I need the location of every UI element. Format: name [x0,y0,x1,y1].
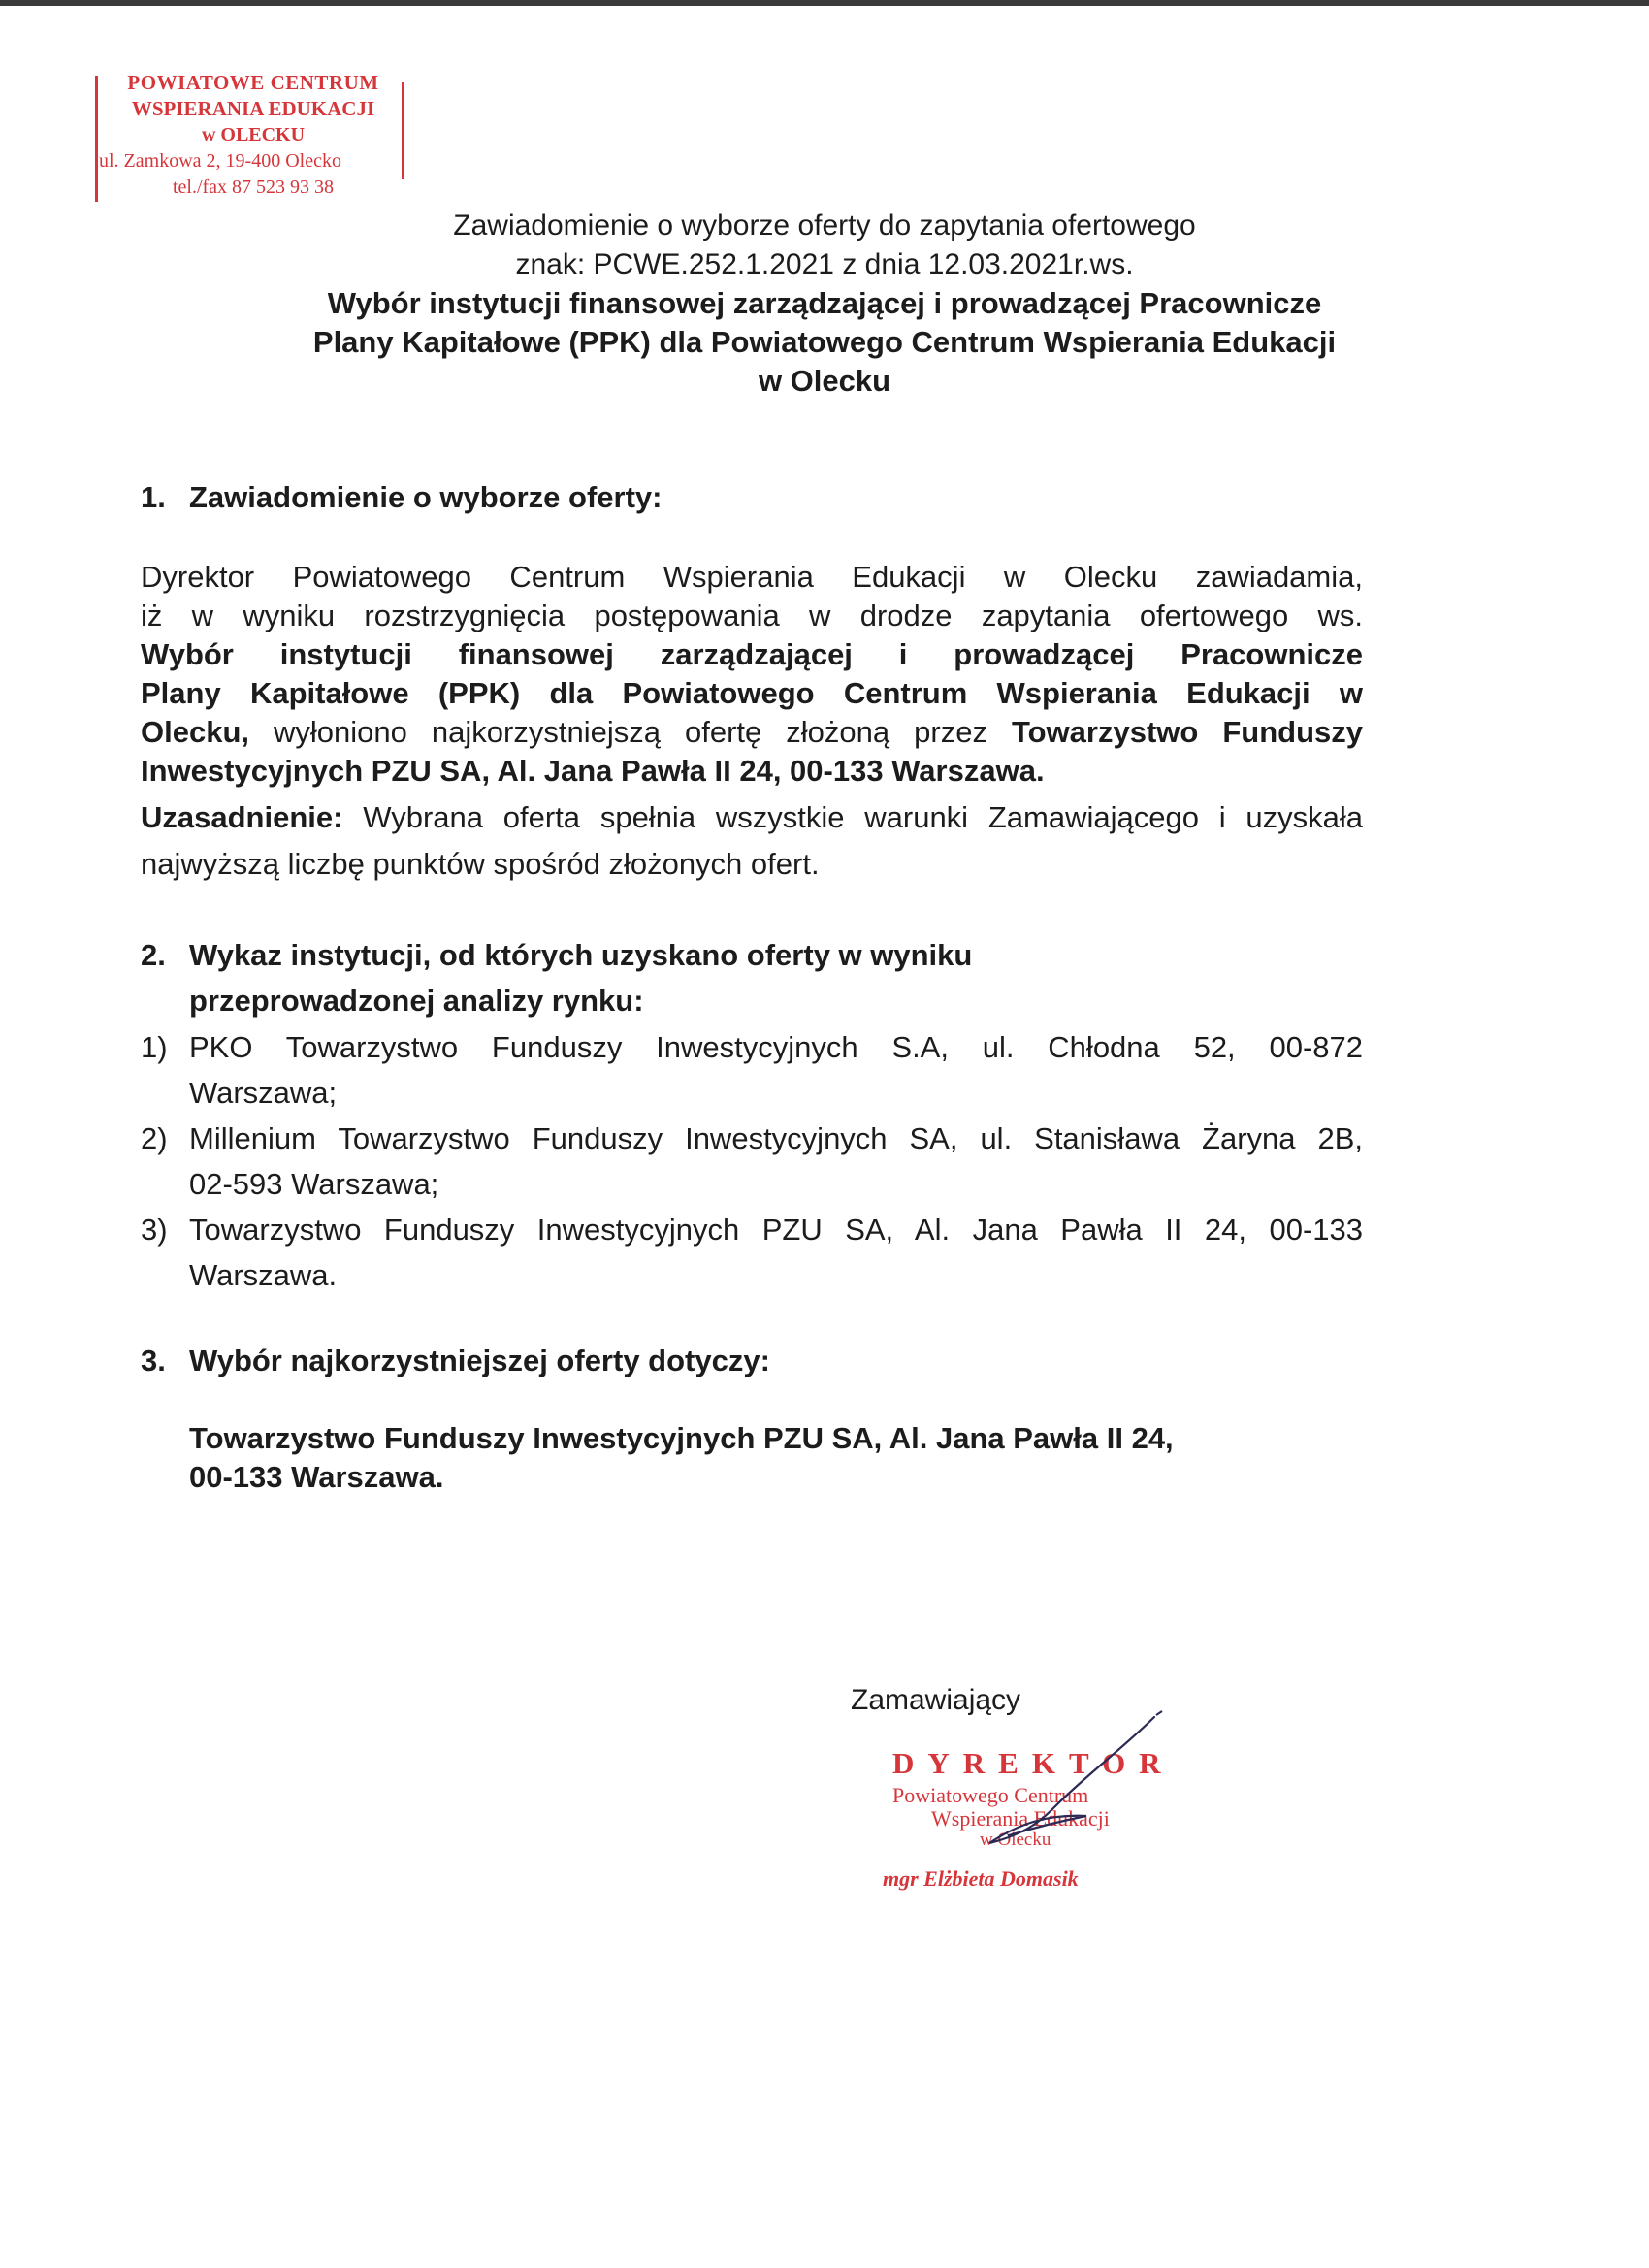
section-1-number: 1. [141,480,166,514]
notice-title: Zawiadomienie o wyborze oferty do zapytania ofertowego [453,210,1196,242]
director-stamp-line-1: Powiatowego Centrum [892,1783,1089,1807]
section-1-body [141,558,1363,884]
section-2-title [141,936,972,975]
section-2-number: 2. [141,938,166,972]
section-1-title [141,478,662,517]
list-item-1 [141,1024,1363,1116]
section-2-title-line-1: Wykaz instytucji, od których uzyskano oferty w wyniku [189,938,973,972]
subject-line-1: Wybór instytucji finansowej zarządzającej i prowadzącej Pracownicze [327,286,1322,320]
list-item-3-number: 3) [141,1213,168,1247]
section-2-title-line-2: przeprowadzonej analizy rynku: [189,984,644,1018]
list-item-1-line-2: Warszawa; [189,1076,338,1110]
justification-text: Wybrana oferta spełnia wszystkie warunki Zamawiającego i uzyskała [342,800,1363,834]
list-item-3-text [189,1207,1363,1298]
body-line-5-bold: Olecku, [141,715,249,749]
body-line-5-company: Towarzystwo Funduszy [1011,715,1363,749]
list-item-3-line-1: Towarzystwo Funduszy Inwestycyjnych PZU SA, Al. Jana Pawła II 24, 00-133 [189,1213,1363,1247]
stamp-line-3: w OLECKU [201,124,306,146]
director-stamp-line-2: Wspierania Edukacji [931,1806,1110,1831]
list-item-1-text [189,1024,1363,1116]
subject-line-3: w Olecku [758,364,891,398]
list-item-2-line-1: Millenium Towarzystwo Funduszy Inwestycyjnych SA, ul. Stanisława Żaryna 2B, [189,1121,1363,1155]
section-3-title [141,1342,770,1380]
stamp-line-5: tel./fax 87 523 93 38 [172,177,335,198]
list-item-1-number: 1) [141,1030,168,1064]
stamp-line-4: ul. Zamkowa 2, 19-400 Olecko [99,150,341,172]
section-1-title-text: Zawiadomienie o wyborze oferty: [189,480,663,514]
signature-stroke [989,1717,1154,1843]
list-item-2 [141,1116,1363,1207]
body-line-6: Inwestycyjnych PZU SA, Al. Jana Pawła II 24, 00-133 Warszawa. [141,754,1045,788]
justification-label: Uzasadnienie: [141,800,343,834]
signature-tail [1156,1711,1162,1715]
body-line-4: Plany Kapitałowe (PPK) dla Powiatowego Centrum Wspierania Edukacji w [141,676,1363,710]
reference-number: znak: PCWE.252.1.2021 z dnia 12.03.2021r.ws. [515,248,1134,280]
body-line-3: Wybór instytucji finansowej zarządzającej i prowadzącej Pracownicze [141,637,1363,671]
list-item-2-line-2: 02-593 Warszawa; [189,1167,439,1201]
scan-top-edge [0,0,1649,6]
body-line-5 [141,713,1363,752]
list-item-2-number: 2) [141,1121,168,1155]
body-line-2: iż w wyniku rozstrzygnięcia postępowania w drodze zapytania ofertowego ws. [141,599,1363,632]
handwritten-signature [931,1707,1183,1863]
list-item-3-line-2: Warszawa. [189,1258,338,1292]
body-line-1: Dyrektor Powiatowego Centrum Wspierania Edukacji w Olecku zawiadamia, [141,560,1363,594]
section-3-title-text: Wybór najkorzystniejszej oferty dotyczy: [189,1344,770,1377]
justification-line-2: najwyższą liczbę punktów spośród złożonych ofert. [141,847,820,881]
contracting-party-label: Zamawiający [851,1684,1021,1716]
director-stamp-title: DYREKTOR [892,1746,1175,1780]
stamp-line-2: WSPIERANIA EDUKACJI [131,97,375,120]
selected-offer-line-1: Towarzystwo Funduszy Inwestycyjnych PZU SA, Al. Jana Pawła II 24, [189,1421,1174,1455]
list-item-2-text [189,1116,1363,1207]
section-3-number: 3. [141,1344,166,1377]
director-stamp-line-3: w Olecku [980,1830,1051,1850]
justification-line-1 [141,798,1363,837]
list-item-3 [141,1207,1363,1298]
director-stamp-name: mgr Elżbieta Domasik [883,1866,1079,1891]
selected-offer-line-2: 00-133 Warszawa. [189,1460,444,1494]
subject-line-2: Plany Kapitałowe (PPK) dla Powiatowego Centrum Wspierania Edukacji [312,325,1337,359]
list-item-1-line-1: PKO Towarzystwo Funduszy Inwestycyjnych S.A, ul. Chłodna 52, 00-872 [189,1030,1363,1064]
body-line-5-text: wyłoniono najkorzystniejszą ofertę złożoną przez [249,715,1012,749]
stamp-line-1: POWIATOWE CENTRUM [127,71,379,94]
institution-stamp [93,70,413,215]
